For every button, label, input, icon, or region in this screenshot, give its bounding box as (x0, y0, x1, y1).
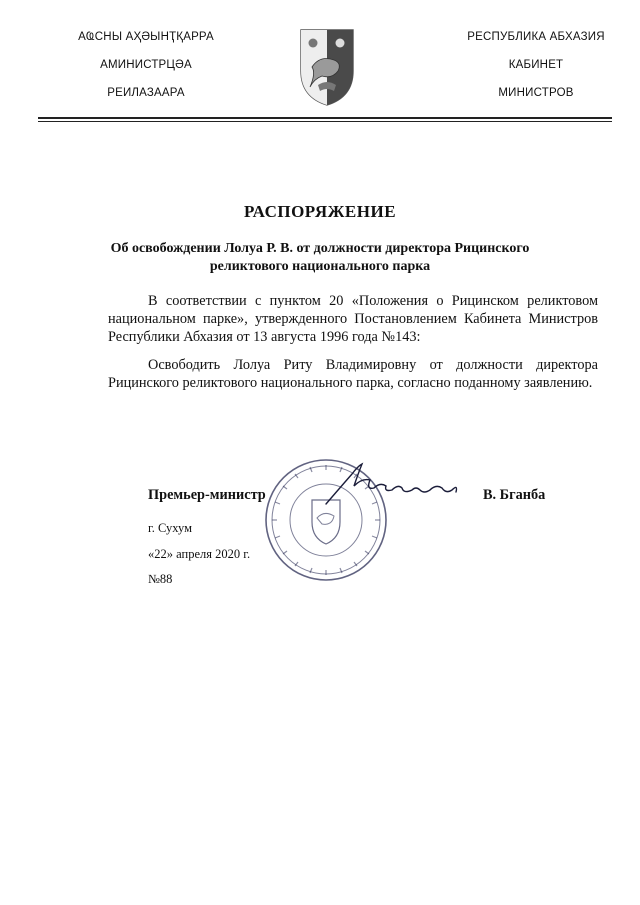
signatory-title: Премьер-министр (148, 487, 266, 503)
header-left-line-1: АҨСНЫ АҲӘЫНҬҚАРРА (78, 31, 214, 43)
subject-line-1: Об освобождении Лолуа Р. В. от должности директора Рицинского (110, 241, 530, 256)
document-subject (90, 240, 550, 276)
paragraph-decision: Освободить Лолуа Риту Владимировну от должности директора Рицинского реликтового национального парка, согласно поданному заявлению. (108, 357, 598, 391)
document-date: «22» апреля 2020 г. (148, 547, 251, 561)
document-title: РАСПОРЯЖЕНИЕ (243, 202, 397, 221)
document-place: г. Сухум (148, 521, 193, 535)
subject-line-2: реликтового национального парка (209, 259, 431, 274)
header-left-line-3: РЕИЛАЗААРА (107, 87, 185, 99)
paragraph-basis: В соответствии с пунктом 20 «Положения о Рицинском реликтовом национальном парке», утвержденного Постановлением Кабинета Министров Республики Абхазия от 13 августа 1996 года №143: (108, 293, 598, 345)
header-divider-thick (38, 117, 612, 119)
handwritten-signature (318, 460, 468, 510)
header-right-line-2: КАБИНЕТ (508, 59, 564, 71)
header-left (56, 30, 236, 114)
header-right (446, 30, 626, 114)
header-right-line-1: РЕСПУБЛИКА АБХАЗИЯ (467, 31, 605, 43)
coat-of-arms-emblem (298, 27, 356, 107)
document-number: №88 (148, 572, 173, 586)
header-right-line-3: МИНИСТРОВ (498, 87, 574, 99)
signatory-name: В. Бганба (483, 487, 546, 503)
header-divider-thin (38, 121, 612, 122)
header-left-line-2: АМИНИСТРЦӘА (100, 59, 192, 71)
